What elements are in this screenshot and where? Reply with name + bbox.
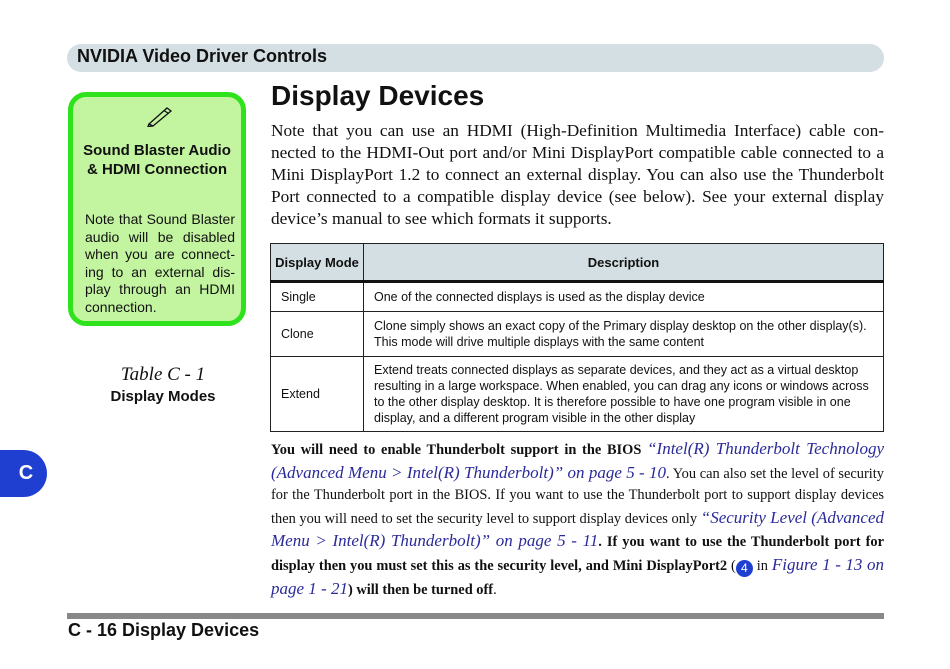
table-row [271,312,884,357]
page-title: Display Devices [271,80,485,111]
paren-open: ( [727,557,736,574]
intro-paragraph: Note that you can use an HDMI (High-Definition Multimedia Interface) cable connected to the HDMI-Out port and/or Mini DisplayPort compatible cable connected to a Mini DisplayPort 1.2 to connect an external display. You can also use the Thunderbolt Port connected to a compatible display device (see below). See your external display device’s manual to see which formats it supports. [271,121,884,228]
chapter-tab: C [0,450,47,497]
note-box [68,92,246,326]
header-display-mode: Display Mode [271,244,364,282]
header-description: Description [364,244,884,282]
mode-cell: Clone [271,312,364,357]
paragraph-period: . [493,581,497,598]
callout-number-badge: 4 [736,560,753,577]
footer-rule [67,613,884,619]
mode-cell: Extend [271,357,364,432]
chapter-header-title: NVIDIA Video Driver Controls [77,46,328,66]
note-title: Sound Blaster Audio & HDMI Connection [83,142,231,178]
table-row [271,282,884,312]
pencil-icon [145,105,175,127]
table-row [271,357,884,432]
xref-security-level-link[interactable]: “Security Level (Advanced Menu > Intel(R) Thunderbolt)” on page 5 - 11 [271,507,884,551]
table-header-row [271,244,884,282]
description-cell: One of the connected displays is used as the display device [364,282,884,312]
xref-figure-link[interactable]: Figure 1 - 13 on page 1 - 21 [271,554,885,598]
paragraph-middle: . You can also set the level of security for the Thunderbolt port in the BIOS. If you want to use the Thunderbolt port to support display devices then you will need to set the security level to support display devices only [271,465,884,527]
in-text: in [752,557,772,574]
table-caption-title: Display Modes [110,388,216,405]
table-caption-number: Table C - 1 [120,364,206,385]
description-cell: Clone simply shows an exact copy of the Primary display desktop on the other display(s). This mode will drive multiple displays with the same content [364,312,884,357]
description-cell: Extend treats connected displays as separate devices, and they act as a virtual desktop resulting in a large workspace. When enabled, you can drag any icons or windows across to the other display desktop. It is therefore possible to have one program visible in one display, and a different program visible in the other display [364,357,884,432]
mode-cell: Single [271,282,364,312]
paragraph-lead: You will need to enable Thunderbolt support in the BIOS [271,442,648,458]
note-body: Note that Sound Blaster audio will be disabled when you are connecting to an external display through an HDMI connection. [85,211,235,315]
xref-thunderbolt-technology-link[interactable]: “Intel(R) Thunderbolt Technology (Advanced Menu > Intel(R) Thunderbolt)” on page 5 - 10 [271,439,884,482]
footer-page-label: C - 16 Display Devices [68,620,260,640]
thunderbolt-paragraph [271,438,884,601]
paragraph-tail: . If you want to use the Thunderbolt port for display then you must set this as the security level, and Mini DisplayPort2 [271,534,884,574]
chapter-header-bar [67,44,884,72]
display-modes-table [270,243,884,432]
paragraph-end: ) will then be turned off [347,581,494,598]
